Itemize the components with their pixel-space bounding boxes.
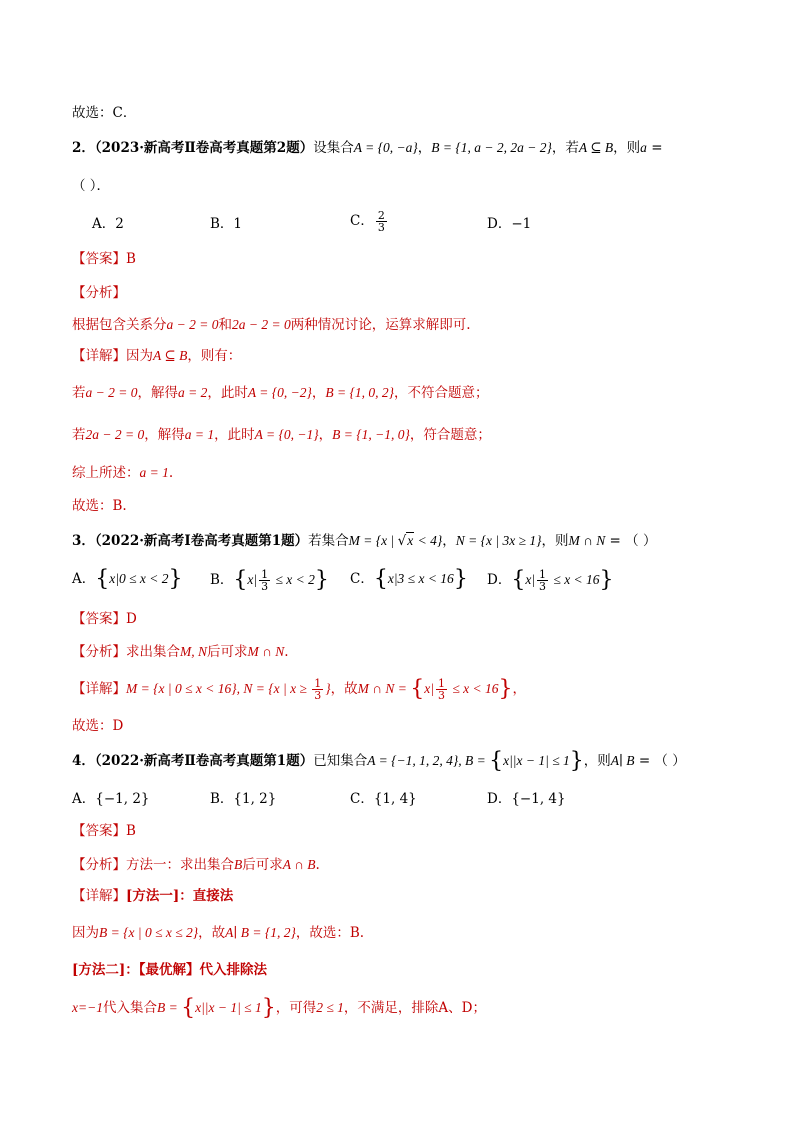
text: 根据包含关系分 [72,317,167,333]
text: 若 [72,427,86,443]
q2-set-a: A = {0, −a} [353,140,418,155]
q2-var: a [640,140,647,155]
sqrt-icon: √ [397,533,407,549]
q2-condition: A ⊆ B [578,140,614,155]
math: A ∩ B [282,857,316,872]
q3-option-c: C．{x|3 ≤ x < 16} [350,566,468,592]
q3-choice [72,716,123,736]
math: a = 1 [139,465,169,480]
numerator: 1 [539,568,547,581]
text: ，可得 [275,1000,317,1016]
text: [方法二]： [72,962,139,978]
q2-number: 2． [72,140,95,156]
q2-case-2 [72,425,491,445]
fraction [436,678,447,701]
q2-option-a [92,214,124,234]
q2-option-d [487,214,531,234]
math: < 4} [414,533,443,548]
math: B = {1, 0, 2} [325,385,395,400]
q4-option-c [350,789,417,809]
q4-number: 4． [72,753,95,769]
q2-choice [72,496,127,516]
text: . [284,644,289,660]
math: B [234,857,243,872]
analysis-label: 【分析】 [72,644,126,660]
q3-analysis [72,642,289,662]
math: A∣ B = {1, 2} [225,925,296,940]
math: x||x − 1| ≤ 1 [503,753,570,768]
q4-detail [72,886,233,906]
math: B = {x | 0 ≤ x ≤ 2} [99,925,199,940]
text: 方法一：求出集合 [126,857,234,873]
detail-label: 【详解】 [72,348,126,364]
math: x| [247,572,258,587]
q2-sep: ， [417,140,432,156]
text: 综上所述： [72,465,140,481]
q3-option-a: A．{x|0 ≤ x < 2} [72,566,183,592]
answer-label: 【答案】 [72,823,126,839]
math: A ⊆ B [153,348,188,363]
q4-answer [72,821,136,841]
opt-text: B．{1, 2} [210,791,277,807]
text: 【最优解】代入排除法 [138,962,268,978]
text: ，不符合题意； [394,385,489,401]
q4-analysis [72,855,320,875]
q2-text3: ，则 [613,140,641,156]
text: 后可求 [242,857,283,873]
text: ，解得 [144,427,185,443]
math: M = {x | [348,533,398,548]
answer-value: B [126,823,136,839]
math: ≤ x < 2 [272,572,315,587]
answer-label: 【答案】 [72,611,126,627]
text: 故选：B. [72,498,127,514]
opt-label: A． [72,571,96,587]
q3-answer [72,609,137,629]
math: M ∩ N [247,644,285,659]
q3-stem [72,531,656,551]
math: B = {1, −1, 0} [332,427,410,442]
q2-summary [72,463,173,483]
text: ，此时 [207,385,248,401]
math: M = {x | 0 ≤ x < 16}, N = {x | x ≥ [126,681,311,696]
math: } [325,681,331,696]
denominator: 3 [377,221,385,234]
math: x|0 ≤ x < 2 [109,571,169,586]
math: ≤ x < 16 [550,572,600,587]
math: a = 1 [184,427,215,442]
math: B = [156,1000,182,1015]
text: 若集合 [308,533,349,549]
q2-blank [72,176,110,196]
q3-number: 3． [72,533,95,549]
opt-text: A．{−1, 2} [72,791,150,807]
opt-text: B．1 [210,216,243,232]
opt-label: B． [210,572,234,588]
text: 代入集合 [102,1000,157,1016]
text: 故选：D [72,718,124,734]
text: 因为 [72,925,99,941]
denominator: 3 [539,580,547,593]
numerator: 1 [261,568,269,581]
text: ，故 [198,925,226,941]
math: a − 2 = 0 [85,385,138,400]
answer-label: 【答案】 [72,251,126,267]
answer-value: B [126,251,136,267]
q3-option-b: B．{x| $\frac{1}{3}$ ≤ x < 2} [210,567,329,593]
text: ， [311,385,326,401]
q2-option-c [350,210,389,233]
denominator: 3 [437,689,445,702]
opt-label: D． [487,572,512,588]
math: 2 ≤ 1 [316,1000,344,1015]
detail-label: 【详解】 [72,681,126,697]
q2-answer [72,249,136,269]
text: ，符合题意； [409,427,491,443]
opt-text: C．{1, 4} [350,791,417,807]
method-title: [方法一]：直接法 [126,888,234,904]
fraction [312,678,323,701]
opt-text: D．−1 [487,216,532,232]
math: M, N [180,644,207,659]
q4-method-2: x=−1代入集合B = {x||x − 1| ≤ 1}，可得2 ≤ 1，不满足，排除A、D； [72,995,486,1021]
q2-detail [72,346,241,366]
fraction [537,569,548,592]
math: a = 2 [177,385,208,400]
text: ，则有： [187,348,242,364]
text: ，则 [583,753,611,769]
blank-parens: （ ）． [72,178,111,194]
math: a − 2 = 0 [166,317,219,332]
fraction [376,210,387,233]
q2-analysis-label [72,283,126,303]
math: M ∩ N [568,533,606,548]
math: x=−1 [72,1000,103,1015]
denominator: 3 [314,689,322,702]
opt-label: C． [350,213,374,229]
text: ， [318,427,333,443]
text: . [315,857,320,873]
denominator: 3 [261,580,269,593]
math: A = {0, −1} [254,427,319,442]
q4-method-2-title [72,960,267,980]
opt-text: A．2 [92,216,124,232]
text: = （ ） [634,753,686,769]
math: x| [525,572,536,587]
q2-source: （2023·新高考Ⅱ卷高考真题第2题） [94,140,314,156]
q4-option-d [487,789,566,809]
answer-value: D [126,611,137,627]
text: 因为 [126,348,153,364]
text: 求出集合 [126,644,180,660]
math: x| [424,681,434,696]
math: x|3 ≤ x < 16 [387,571,454,586]
q2-stem [72,138,663,158]
math: 2a − 2 = 0 [85,427,145,442]
q4-option-a [72,789,150,809]
text: ，则 [541,533,569,549]
fraction [259,569,270,592]
q2-set-b: B = {1, a − 2, 2a − 2} [431,140,552,155]
opt-label: C． [350,571,374,587]
detail-label: 【详解】 [72,888,126,904]
text: 后可求 [207,644,248,660]
math: A = {0, −2} [247,385,312,400]
text: 若 [72,385,86,401]
q4-option-b [210,789,276,809]
math: 2a − 2 = 0 [231,317,291,332]
math: x [407,533,414,548]
analysis-label: 【分析】 [72,857,126,873]
math: ≤ x < 16 [448,681,499,696]
text: ， [512,681,526,697]
q2-text2: ，若 [551,140,579,156]
numerator: 1 [437,677,445,690]
q2-analysis [72,315,471,335]
q3-detail: 【详解】M = {x | 0 ≤ x < 16}, N = {x | x ≥ $\frac{1}{3}$ }，故M ∩ N = {x| $\frac{1}{3}$ ≤ x < 16}， [72,676,526,702]
text: 两种情况讨论，运算求解即可. [290,317,471,333]
math: x||x − 1| ≤ 1 [195,1000,262,1015]
q4-source: （2022·新高考Ⅱ卷高考真题第1题） [94,753,314,769]
opt-text: D．{−1, 4} [487,791,566,807]
q2-eq: = [646,140,663,156]
math: N = {x | 3x ≥ 1} [455,533,542,548]
answer-text: 故选：C． [72,105,137,121]
q3-option-d: D．{x| $\frac{1}{3}$ ≤ x < 16} [487,567,614,593]
text: 已知集合 [313,753,368,769]
math: A = {−1, 1, 2, 4}, B = [367,753,490,768]
math: A∣ B [610,753,635,768]
q4-method-1 [72,923,364,943]
text: . [168,465,174,481]
text: 和 [218,317,232,333]
numerator: 1 [314,677,322,690]
numerator: 2 [377,209,385,222]
text: ，此时 [214,427,255,443]
q2-option-b [210,214,242,234]
q4-stem: 4．（2022·新高考Ⅱ卷高考真题第1题）已知集合A = {−1, 1, 2, 4}, B = {x||x − 1| ≤ 1}，则A∣ B = （ ） [72,748,686,774]
math: M ∩ N = [357,681,411,696]
text: ，不满足，排除A、D； [343,1000,486,1016]
text: ，故 [330,681,358,697]
prev-answer-line [72,103,136,123]
q3-source: （2022·新高考Ⅰ卷高考真题第1题） [94,533,309,549]
text: ， [442,533,456,549]
analysis-label: 【分析】 [72,285,126,301]
text: ，故选：B. [295,925,365,941]
q2-text: 设集合 [313,140,354,156]
q2-case-1 [72,383,489,403]
text: = （ ） [605,533,657,549]
text: ，解得 [137,385,178,401]
